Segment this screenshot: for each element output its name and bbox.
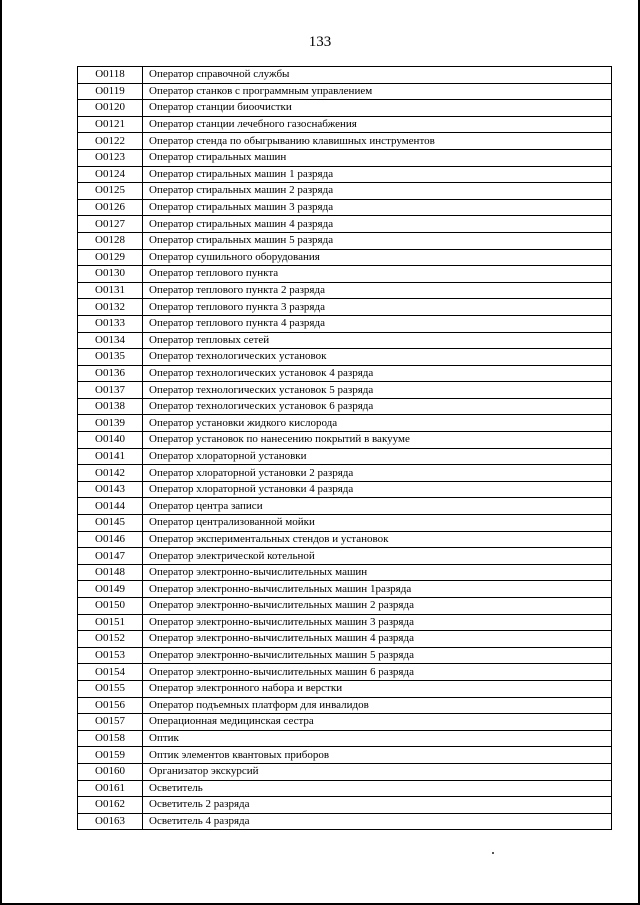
occupation-code: O0145 [78,515,143,532]
table-row [78,83,612,100]
occupation-name: Оператор централизованной мойки [143,515,612,532]
table-row [78,149,612,166]
occupation-name: Оператор электронно-вычислительных машин 3 разряда [143,614,612,631]
table-row [78,365,612,382]
table-row [78,266,612,283]
occupation-code: O0158 [78,730,143,747]
occupation-code: O0136 [78,365,143,382]
occupation-name: Оператор хлораторной установки 4 разряда [143,481,612,498]
occupation-name: Оператор установки жидкого кислорода [143,415,612,432]
table-row [78,797,612,814]
occupation-name: Оператор стиральных машин 1 разряда [143,166,612,183]
occupation-code: O0151 [78,614,143,631]
table-row [78,614,612,631]
table-row [78,548,612,565]
occupation-code: O0147 [78,548,143,565]
occupation-code: O0161 [78,780,143,797]
occupation-code: O0131 [78,282,143,299]
occupation-code: O0142 [78,465,143,482]
occupation-code: O0124 [78,166,143,183]
table-row [78,631,612,648]
occupation-code: O0125 [78,183,143,200]
occupation-code: O0141 [78,448,143,465]
table-row [78,714,612,731]
occupation-table-container [77,66,612,830]
table-row [78,747,612,764]
table-row [78,67,612,84]
occupation-code: O0134 [78,332,143,349]
occupation-name: Организатор экскурсий [143,763,612,780]
occupation-name: Осветитель [143,780,612,797]
occupation-name: Оператор электронно-вычислительных машин 5 разряда [143,647,612,664]
occupation-name: Оператор тепловых сетей [143,332,612,349]
table-row [78,133,612,150]
table-row [78,349,612,366]
occupation-code: O0160 [78,763,143,780]
occupation-name: Оператор электрической котельной [143,548,612,565]
table-row [78,481,612,498]
occupation-code: O0162 [78,797,143,814]
occupation-name: Оператор электронно-вычислительных машин 6 разряда [143,664,612,681]
occupation-code: O0122 [78,133,143,150]
occupation-name: Оператор хлораторной установки 2 разряда [143,465,612,482]
occupation-code: O0152 [78,631,143,648]
table-row [78,100,612,117]
occupation-code: O0153 [78,647,143,664]
occupation-code: O0140 [78,432,143,449]
occupation-code: O0120 [78,100,143,117]
occupation-code: O0163 [78,813,143,830]
table-row [78,249,612,266]
occupation-name: Оператор подъемных платформ для инвалидов [143,697,612,714]
occupation-name: Оператор электронно-вычислительных машин [143,564,612,581]
occupation-code: O0159 [78,747,143,764]
occupation-name: Оператор технологических установок 6 разряда [143,398,612,415]
occupation-code: O0129 [78,249,143,266]
table-row [78,183,612,200]
occupation-name: Оператор станции биоочистки [143,100,612,117]
table-row [78,780,612,797]
occupation-code: O0128 [78,232,143,249]
table-row [78,598,612,615]
table-row [78,432,612,449]
occupation-name: Оператор стиральных машин 5 разряда [143,232,612,249]
occupation-name: Оператор электронного набора и верстки [143,680,612,697]
occupation-name: Операционная медицинская сестра [143,714,612,731]
occupation-code: O0138 [78,398,143,415]
occupation-name: Оператор сушильного оборудования [143,249,612,266]
occupation-code: O0133 [78,315,143,332]
occupation-code: O0127 [78,216,143,233]
table-row [78,448,612,465]
occupation-code: O0157 [78,714,143,731]
table-row [78,531,612,548]
table-row [78,282,612,299]
table-row [78,581,612,598]
table-row [78,730,612,747]
occupation-code: O0156 [78,697,143,714]
table-row [78,564,612,581]
occupation-code: O0126 [78,199,143,216]
occupation-name: Оператор станции лечебного газоснабжения [143,116,612,133]
table-row [78,515,612,532]
occupation-code: O0149 [78,581,143,598]
table-row [78,232,612,249]
scan-left-edge [0,0,2,905]
table-row [78,199,612,216]
occupation-name: Оператор стиральных машин 2 разряда [143,183,612,200]
occupation-code: O0119 [78,83,143,100]
occupation-code: O0123 [78,149,143,166]
table-row [78,465,612,482]
occupation-name: Оператор стиральных машин [143,149,612,166]
occupation-code: O0143 [78,481,143,498]
table-row [78,498,612,515]
occupation-code: O0132 [78,299,143,316]
occupation-name: Оператор электронно-вычислительных машин 2 разряда [143,598,612,615]
table-row [78,315,612,332]
table-row [78,166,612,183]
occupation-code: O0139 [78,415,143,432]
occupation-code: O0155 [78,680,143,697]
occupation-name: Оптик [143,730,612,747]
table-row [78,664,612,681]
occupation-table [77,66,612,830]
occupation-table-body [78,67,612,830]
table-row [78,763,612,780]
table-row [78,680,612,697]
occupation-name: Оператор хлораторной установки [143,448,612,465]
occupation-name: Осветитель 4 разряда [143,813,612,830]
table-row [78,216,612,233]
occupation-name: Оператор установок по нанесению покрытий в вакууме [143,432,612,449]
occupation-code: O0154 [78,664,143,681]
table-row [78,332,612,349]
table-row [78,299,612,316]
occupation-name: Оператор теплового пункта 2 разряда [143,282,612,299]
occupation-name: Оператор стенда по обыгрыванию клавишных инструментов [143,133,612,150]
occupation-name: Осветитель 2 разряда [143,797,612,814]
occupation-code: O0135 [78,349,143,366]
table-row [78,116,612,133]
occupation-name: Оператор теплового пункта 4 разряда [143,315,612,332]
table-row [78,813,612,830]
occupation-code: O0148 [78,564,143,581]
occupation-name: Оператор стиральных машин 3 разряда [143,199,612,216]
occupation-name: Оптик элементов квантовых приборов [143,747,612,764]
occupation-code: O0146 [78,531,143,548]
occupation-name: Оператор станков с программным управлением [143,83,612,100]
occupation-name: Оператор справочной службы [143,67,612,84]
occupation-name: Оператор электронно-вычислительных машин 4 разряда [143,631,612,648]
page-number: 133 [308,34,332,50]
table-row [78,382,612,399]
occupation-name: Оператор экспериментальных стендов и установок [143,531,612,548]
occupation-code: O0121 [78,116,143,133]
scan-speck [492,852,494,854]
occupation-code: O0137 [78,382,143,399]
table-row [78,697,612,714]
table-row [78,647,612,664]
occupation-code: O0144 [78,498,143,515]
occupation-name: Оператор технологических установок [143,349,612,366]
occupation-code: O0150 [78,598,143,615]
occupation-name: Оператор технологических установок 5 разряда [143,382,612,399]
table-row [78,398,612,415]
occupation-code: O0130 [78,266,143,283]
occupation-name: Оператор теплового пункта 3 разряда [143,299,612,316]
occupation-name: Оператор стиральных машин 4 разряда [143,216,612,233]
occupation-name: Оператор технологических установок 4 разряда [143,365,612,382]
table-row [78,415,612,432]
occupation-name: Оператор теплового пункта [143,266,612,283]
occupation-name: Оператор электронно-вычислительных машин 1разряда [143,581,612,598]
occupation-code: O0118 [78,67,143,84]
occupation-name: Оператор центра записи [143,498,612,515]
